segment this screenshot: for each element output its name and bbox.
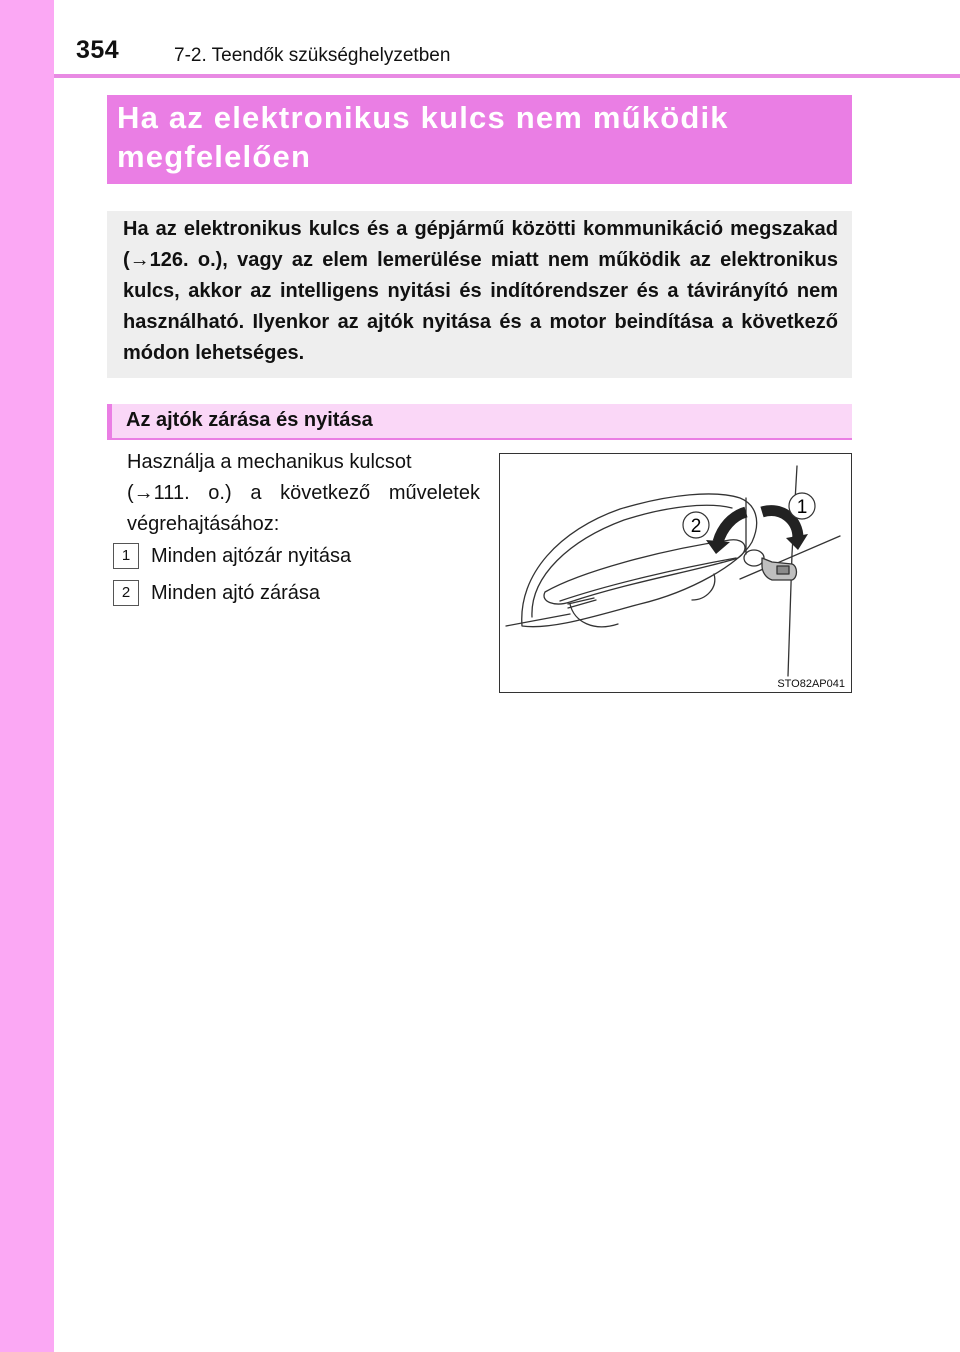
- page-reference: 126. o.: [149, 249, 216, 271]
- page-reference: 111. o.: [153, 482, 225, 504]
- page-number: 354: [76, 36, 120, 64]
- arrow-right-icon: →: [133, 482, 154, 504]
- figure-code: STO82AP041: [777, 678, 845, 690]
- instruction-paragraph: Használja a mechanikus kulcsot (→111. o.) a következő műveletek végrehajtásához:: [127, 451, 480, 535]
- door-handle-illustration: [499, 453, 852, 693]
- step-number-badge: 2: [113, 580, 139, 606]
- step-text: Minden ajtó zárása: [151, 582, 320, 604]
- side-strip: [0, 0, 54, 1352]
- callout-1: 1: [796, 497, 808, 518]
- handle-pocket-curve: [570, 604, 618, 627]
- handle-pocket-curve: [692, 574, 715, 600]
- key-head-detail: [777, 566, 789, 574]
- arrow-head-1: [786, 534, 808, 550]
- step-item-unlock: [113, 541, 351, 572]
- callout-2: 2: [690, 516, 702, 537]
- lock-cylinder: [744, 550, 764, 566]
- door-handle-edge: [560, 558, 736, 601]
- step-number-badge: 1: [113, 543, 139, 569]
- instruction-line1: Használja a mechanikus kulcsot: [127, 451, 412, 473]
- subheading: Az ajtók zárása és nyitása: [126, 409, 373, 431]
- section-running-head: 7-2. Teendők szükséghelyzetben: [174, 45, 451, 66]
- intro-text-end: ), vagy az elem lemerülése miatt nem működik az elektronikus kulcs, akkor az intelligens nyitási és indítórendszer és a távirányító nem használható. Ilyenkor az ajtók nyitása és a motor beindítása a következő módon lehetséges.: [123, 249, 838, 364]
- step-item-lock: [113, 578, 320, 609]
- step-text: Minden ajtózár nyitása: [151, 545, 352, 567]
- section-title-box: [107, 95, 852, 184]
- door-handle-drawing: [500, 454, 851, 692]
- rotate-arrow-2: [718, 512, 746, 542]
- section-title-line2: megfelelően: [117, 139, 312, 174]
- intro-box: [107, 211, 852, 378]
- header-rule: [54, 74, 960, 78]
- section-title: [117, 98, 842, 176]
- arrow-right-icon: →: [129, 249, 150, 271]
- section-title-line1: Ha az elektronikus kulcs nem működik: [117, 100, 729, 135]
- intro-text-start: Ha az elektronikus kulcs és a gépjármű közötti kommunikáció megszakad (: [123, 218, 838, 271]
- arrow-head-2: [706, 540, 730, 554]
- subheading-box: [107, 404, 852, 440]
- intro-paragraph: [123, 214, 838, 369]
- instruction-line2: ) a következő műveletek végrehajtásához:: [127, 482, 480, 535]
